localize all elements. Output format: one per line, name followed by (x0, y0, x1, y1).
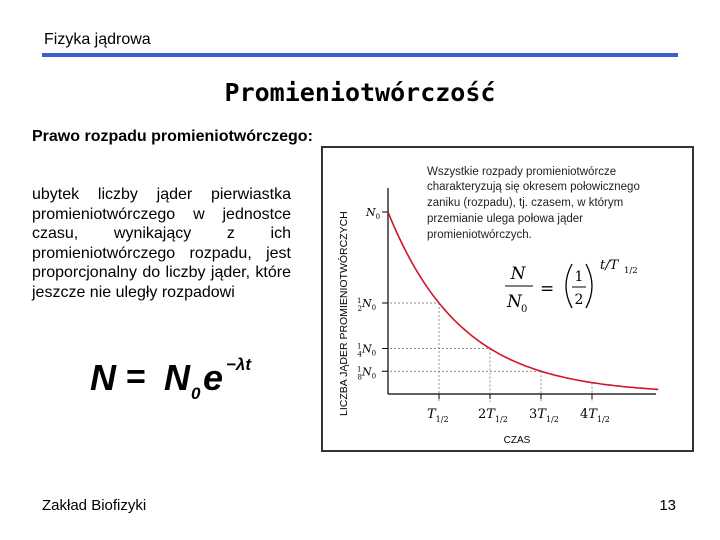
annotation-line: zaniku (rozpadu), tj. czasem, w którym (427, 197, 624, 209)
ratio-numerator: N (510, 264, 526, 284)
base-numerator: 1 (574, 269, 584, 285)
x-tick-label: $2T_{1/2}$ (478, 407, 508, 424)
annotation-line: promieniotwórczych. (427, 229, 532, 241)
ratio-denominator: N (507, 292, 522, 312)
ratio-exponent: t/T (600, 258, 619, 273)
formula-n0-sub: 0 (191, 384, 201, 403)
page-number: 13 (659, 497, 676, 514)
y-tick-label: $N_0$ (366, 206, 381, 221)
header-title: Fizyka jądrowa (44, 31, 151, 48)
y-tick-label: $^1$ $2N_0$ (357, 297, 377, 313)
slide-title: Promieniotwórczość (224, 78, 496, 107)
law-title: Prawo rozpadu promieniotwórczego: (32, 128, 313, 145)
x-tick-label: $4T_{1/2}$ (580, 407, 610, 424)
decay-formula (90, 352, 290, 408)
formula-n0: N (164, 357, 190, 398)
x-tick-label: $T_{1/2}$ (427, 407, 449, 424)
formula-exponent: −λt (226, 355, 252, 374)
formula-equals: = (126, 358, 146, 396)
x-axis-label: CZAS (503, 435, 531, 446)
annotation-line: Wszystkie rozpady promieniotwórcze (427, 166, 617, 178)
formula-n: N (90, 357, 116, 398)
ratio-equals: = (540, 279, 555, 299)
header-rule (42, 53, 678, 57)
decay-chart-figure (321, 146, 694, 452)
ratio-denominator-sub: 0 (521, 304, 528, 315)
y-tick-label: $^1$ $4N_0$ (357, 342, 377, 359)
base-denominator: 2 (574, 292, 584, 308)
y-tick-label: $^1$ $8N_0$ (357, 365, 377, 382)
y-axis-label: LICZBA JĄDER PROMIENIOTWÓRCZYCH (338, 211, 350, 416)
x-tick-label: $3T_{1/2}$ (529, 407, 559, 424)
annotation-line: przemianie ulega połowa jąder (427, 213, 583, 225)
ratio-exponent-sub: 1/2 (624, 266, 638, 276)
footer-department: Zakład Biofizyki (42, 497, 147, 514)
law-definition-text: ubytek liczby jąder pierwiastka promieniotwórczego w jednostce czasu, wynikający z ich promieniotwórczego rozpadu, jest proporcjonalny do liczby jąder, które jeszcze nie uległy rozpadowi (32, 186, 291, 301)
annotation-line: charakteryzują się okresem połowicznego (427, 181, 640, 193)
formula-e: e (203, 357, 224, 398)
